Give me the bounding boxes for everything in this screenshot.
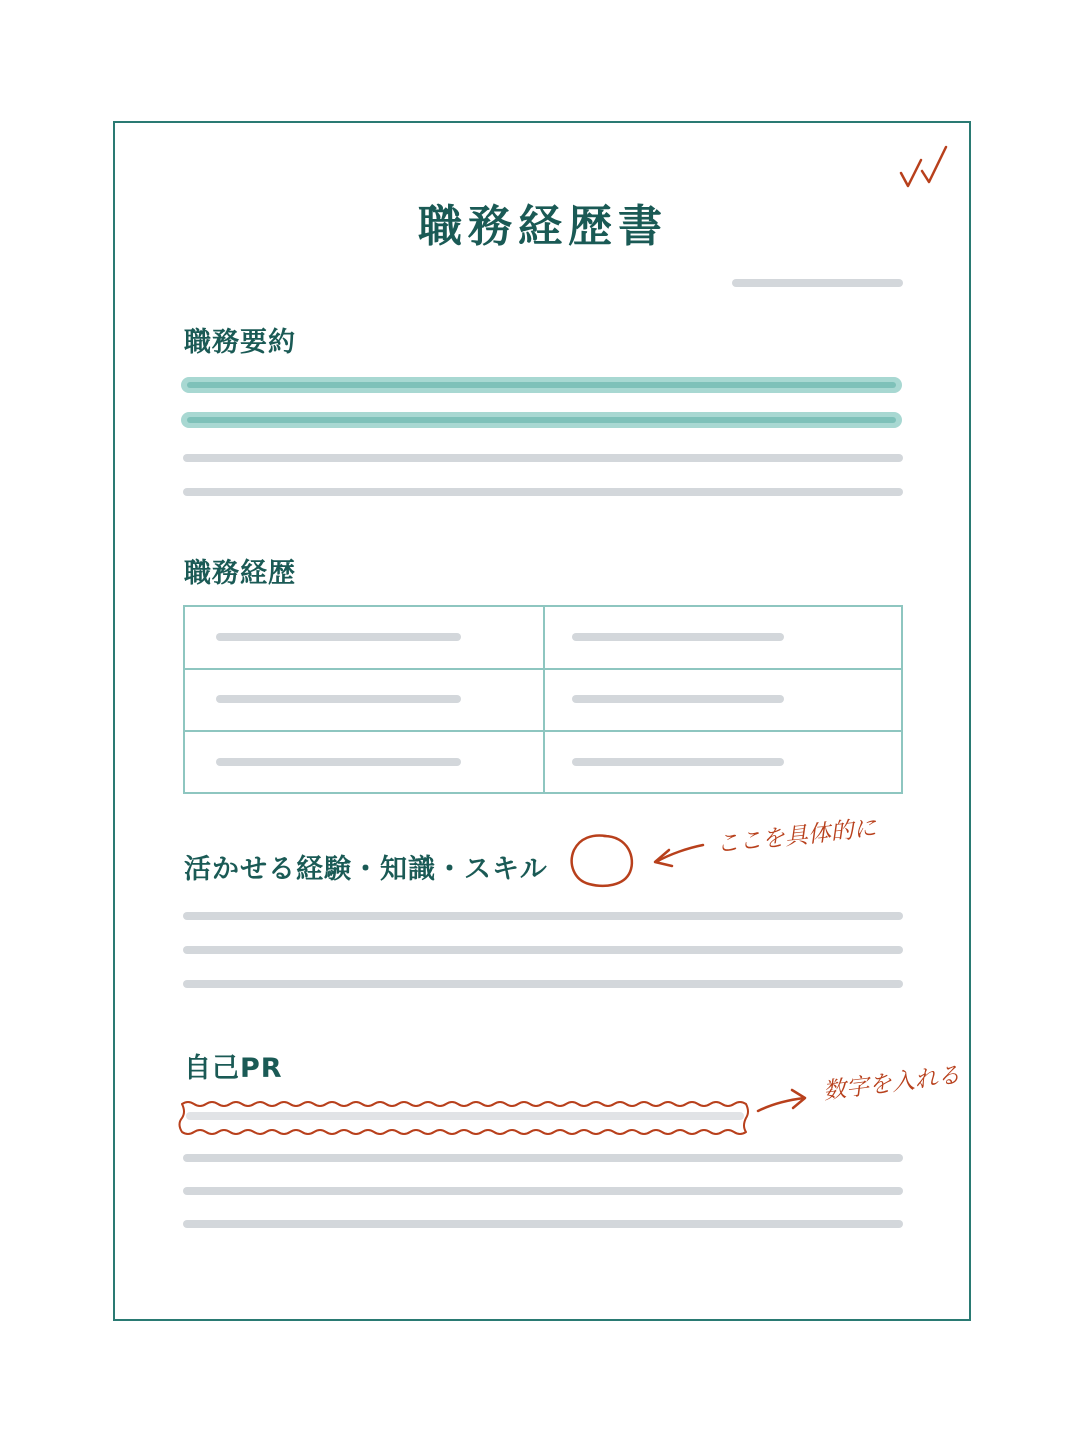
annotation-skills-note: ここを具体的に <box>714 815 878 858</box>
arrow-icon <box>655 845 703 866</box>
circle-mark-icon <box>572 836 632 886</box>
wavy-highlight-icon <box>180 1102 749 1134</box>
section-heading-pr: 自己PR <box>184 1053 283 1084</box>
double-check-icon <box>901 147 946 186</box>
section-heading-history: 職務経歴 <box>184 558 296 589</box>
arrow-icon <box>758 1090 805 1111</box>
annotation-pr-note: 数字を入れる <box>821 1062 962 1105</box>
section-heading-skills: 活かせる経験・知識・スキル <box>184 854 548 885</box>
section-heading-summary: 職務要約 <box>184 327 296 358</box>
document-title: 職務経歴書 <box>418 201 668 252</box>
